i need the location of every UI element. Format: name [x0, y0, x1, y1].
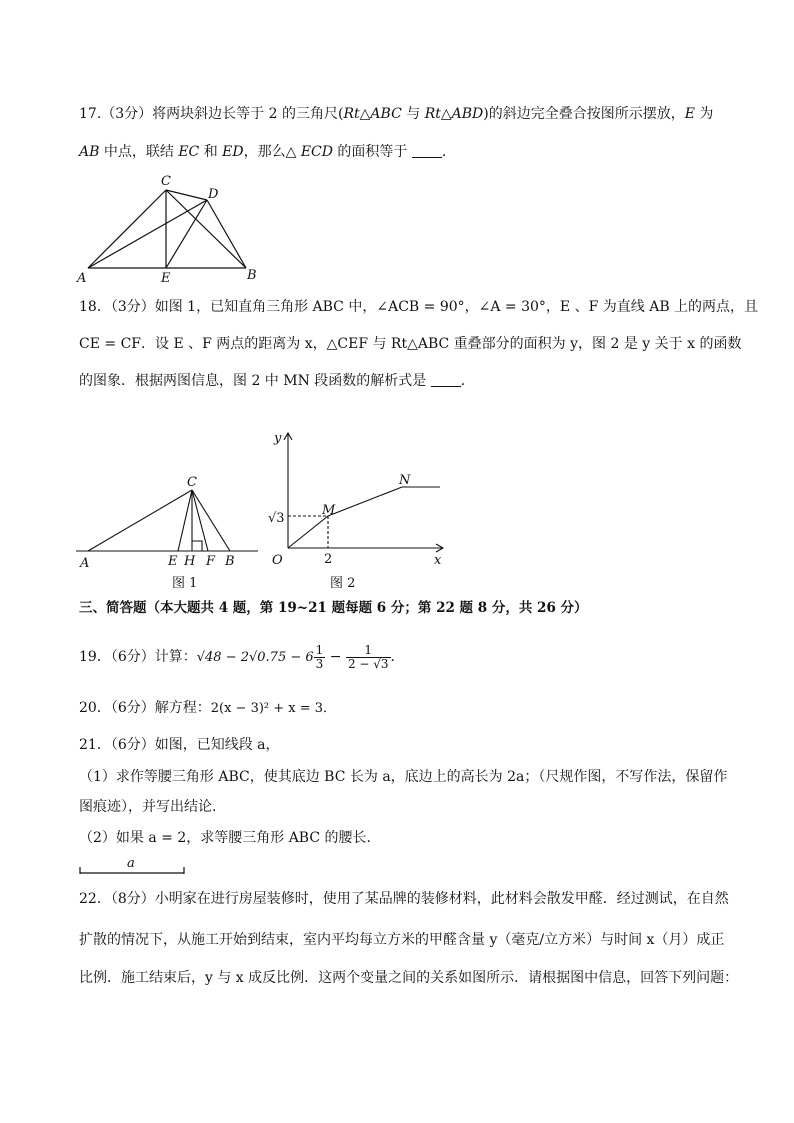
q17-wei: 为 [694, 106, 714, 122]
q17-line1 [79, 104, 719, 124]
answer-blank-17[interactable] [412, 143, 442, 158]
q17-ed: ED [222, 144, 244, 160]
q17-e: E [684, 106, 695, 122]
q19-expr: √48 − 2√0.75 − 6 [196, 650, 314, 665]
q21-line2: （1）求作等腰三角形 ABC，使其底边 BC 长为 a，底边上的高长为 2a；（尺规作图，不写作法，保留作 [79, 769, 728, 785]
fig2-label-o: O [272, 553, 283, 568]
q17-tri2: △ [440, 106, 452, 122]
q17-abc: ABC [370, 106, 402, 122]
q22-line1: 22．（8分）小明家在进行房屋装修时，使用了某品牌的装修材料，此材料会散发甲醛．经过测试，在自然 [79, 891, 729, 907]
q17-ab: AB [79, 144, 100, 160]
fig1-label-f: F [206, 554, 216, 569]
q22-line2: 扩散的情况下，从施工开始到结束，室内平均每立方米的甲醛含量 y（毫克/立方米）与时间 x（月）成正 [79, 932, 725, 948]
fig2-caption: 图 2 [330, 576, 356, 591]
q19-frac1-num: 1 [315, 642, 324, 657]
q17-text-d: ，那么△ [243, 144, 301, 160]
q19-frac1-den: 3 [315, 656, 324, 671]
q18-line2: CE = CF．设 E 、F 两点的距离为 x，△CEF 与 Rt△ABC 重叠部分的面积为 y，图 2 是 y 关于 x 的函数 [79, 336, 742, 352]
q17-line2 [79, 142, 719, 162]
fig1-label-a: A [80, 556, 90, 571]
q19-minus: − [325, 649, 346, 665]
q19-frac1 [314, 644, 326, 671]
q20-line [79, 698, 719, 719]
q17-abd: ABD [451, 106, 484, 122]
q17-end: ． [441, 144, 456, 160]
q20-equation: 2(x − 3)² + x = 3． [210, 701, 337, 716]
fig2-graph [288, 487, 440, 548]
q17-text-a: 17.（3分）将两块斜边长等于 2 的三角尺( [79, 106, 344, 122]
fig1-line-cb [192, 490, 230, 551]
fig2-label-y: y [274, 431, 282, 446]
q17-label-a: A [77, 271, 87, 284]
fig2-label-2: 2 [324, 552, 333, 567]
q18-line1: 18．（3分）如图 1，已知直角三角形 ABC 中，∠ACB = 90°，∠A = 30°，E 、F 为直线 AB 上的两点，且 [79, 299, 759, 315]
q17-he: 和 [199, 144, 223, 160]
q17-label-d: D [208, 187, 219, 202]
section-heading: 三、简答题（本大题共 4 题，第 19~21 题每题 6 分；第 22 题 8 分，共 26 分） [79, 600, 588, 616]
q17-text-b: )的斜边完全叠合按图所示摆放， [483, 106, 685, 122]
fig1-line-ac [88, 490, 192, 551]
q17-ecd: ECD [300, 144, 333, 160]
q18-figure2 [262, 428, 454, 592]
q21-segment-figure [78, 854, 190, 878]
q18-text: 的图象．根据两图信息，图 2 中 MN 段函数的解析式是 [79, 373, 431, 389]
q17-figure [70, 172, 270, 284]
q21-line3: 图痕迹），并写出结论． [79, 799, 226, 815]
fig1-line-ce [178, 490, 192, 551]
q20-label: 20．（6分）解方程： [79, 700, 211, 716]
fig1-right-angle [192, 541, 202, 551]
q19-end: ． [390, 649, 405, 665]
q21-line1: 21．（6分）如图，已知线段 a， [79, 737, 280, 753]
fig2-label-m: M [322, 503, 336, 518]
q17-label-b: B [247, 268, 257, 283]
q22-line3: 比例．施工结束后，y 与 x 成反比例．这两个变量之间的关系如图所示．请根据图中信息，回答下列问题： [79, 970, 739, 986]
fig1-label-e: E [168, 554, 178, 569]
fig1-label-b: B [225, 554, 235, 569]
q17-line-cd [166, 190, 207, 200]
q17-label-e: E [161, 271, 171, 284]
fig1-caption: 图 1 [172, 576, 198, 591]
q19-label: 19．（6分）计算： [79, 649, 197, 665]
fig1-label-c: C [187, 475, 197, 490]
fig2-label-sqrt3: √3 [268, 511, 285, 526]
q19-frac2-den: 2 − √3 [347, 656, 389, 671]
q17-rt1: Rt [343, 106, 360, 122]
q17-label-c: C [161, 174, 171, 189]
answer-blank-18[interactable] [431, 372, 461, 387]
fig2-label-n: N [399, 473, 411, 488]
q19-line [79, 640, 719, 674]
q17-line-ac [88, 190, 166, 268]
q19-frac2-num: 1 [346, 644, 391, 658]
q17-line-ad [88, 200, 207, 268]
fig1-label-h: H [184, 554, 196, 569]
q17-yu: 与 [401, 106, 425, 122]
q17-line-db [207, 200, 246, 268]
q18-line3 [79, 371, 719, 391]
q17-text-c: 中点，联结 [99, 144, 179, 160]
q18-figure1 [74, 470, 260, 592]
q17-rt2: Rt [424, 106, 441, 122]
fig2-label-x: x [434, 553, 442, 568]
segment-a-label: a [127, 856, 135, 871]
q19-frac2 [346, 644, 391, 671]
q17-ec: EC [178, 144, 200, 160]
q21-line4: （2）如果 a = 2，求等腰三角形 ABC 的腰长． [79, 830, 381, 846]
fig1-line-cf [192, 490, 208, 551]
q17-text-e: 的面积等于 [332, 144, 412, 160]
q18-end: ． [460, 373, 475, 389]
q17-tri: △ [359, 106, 371, 122]
